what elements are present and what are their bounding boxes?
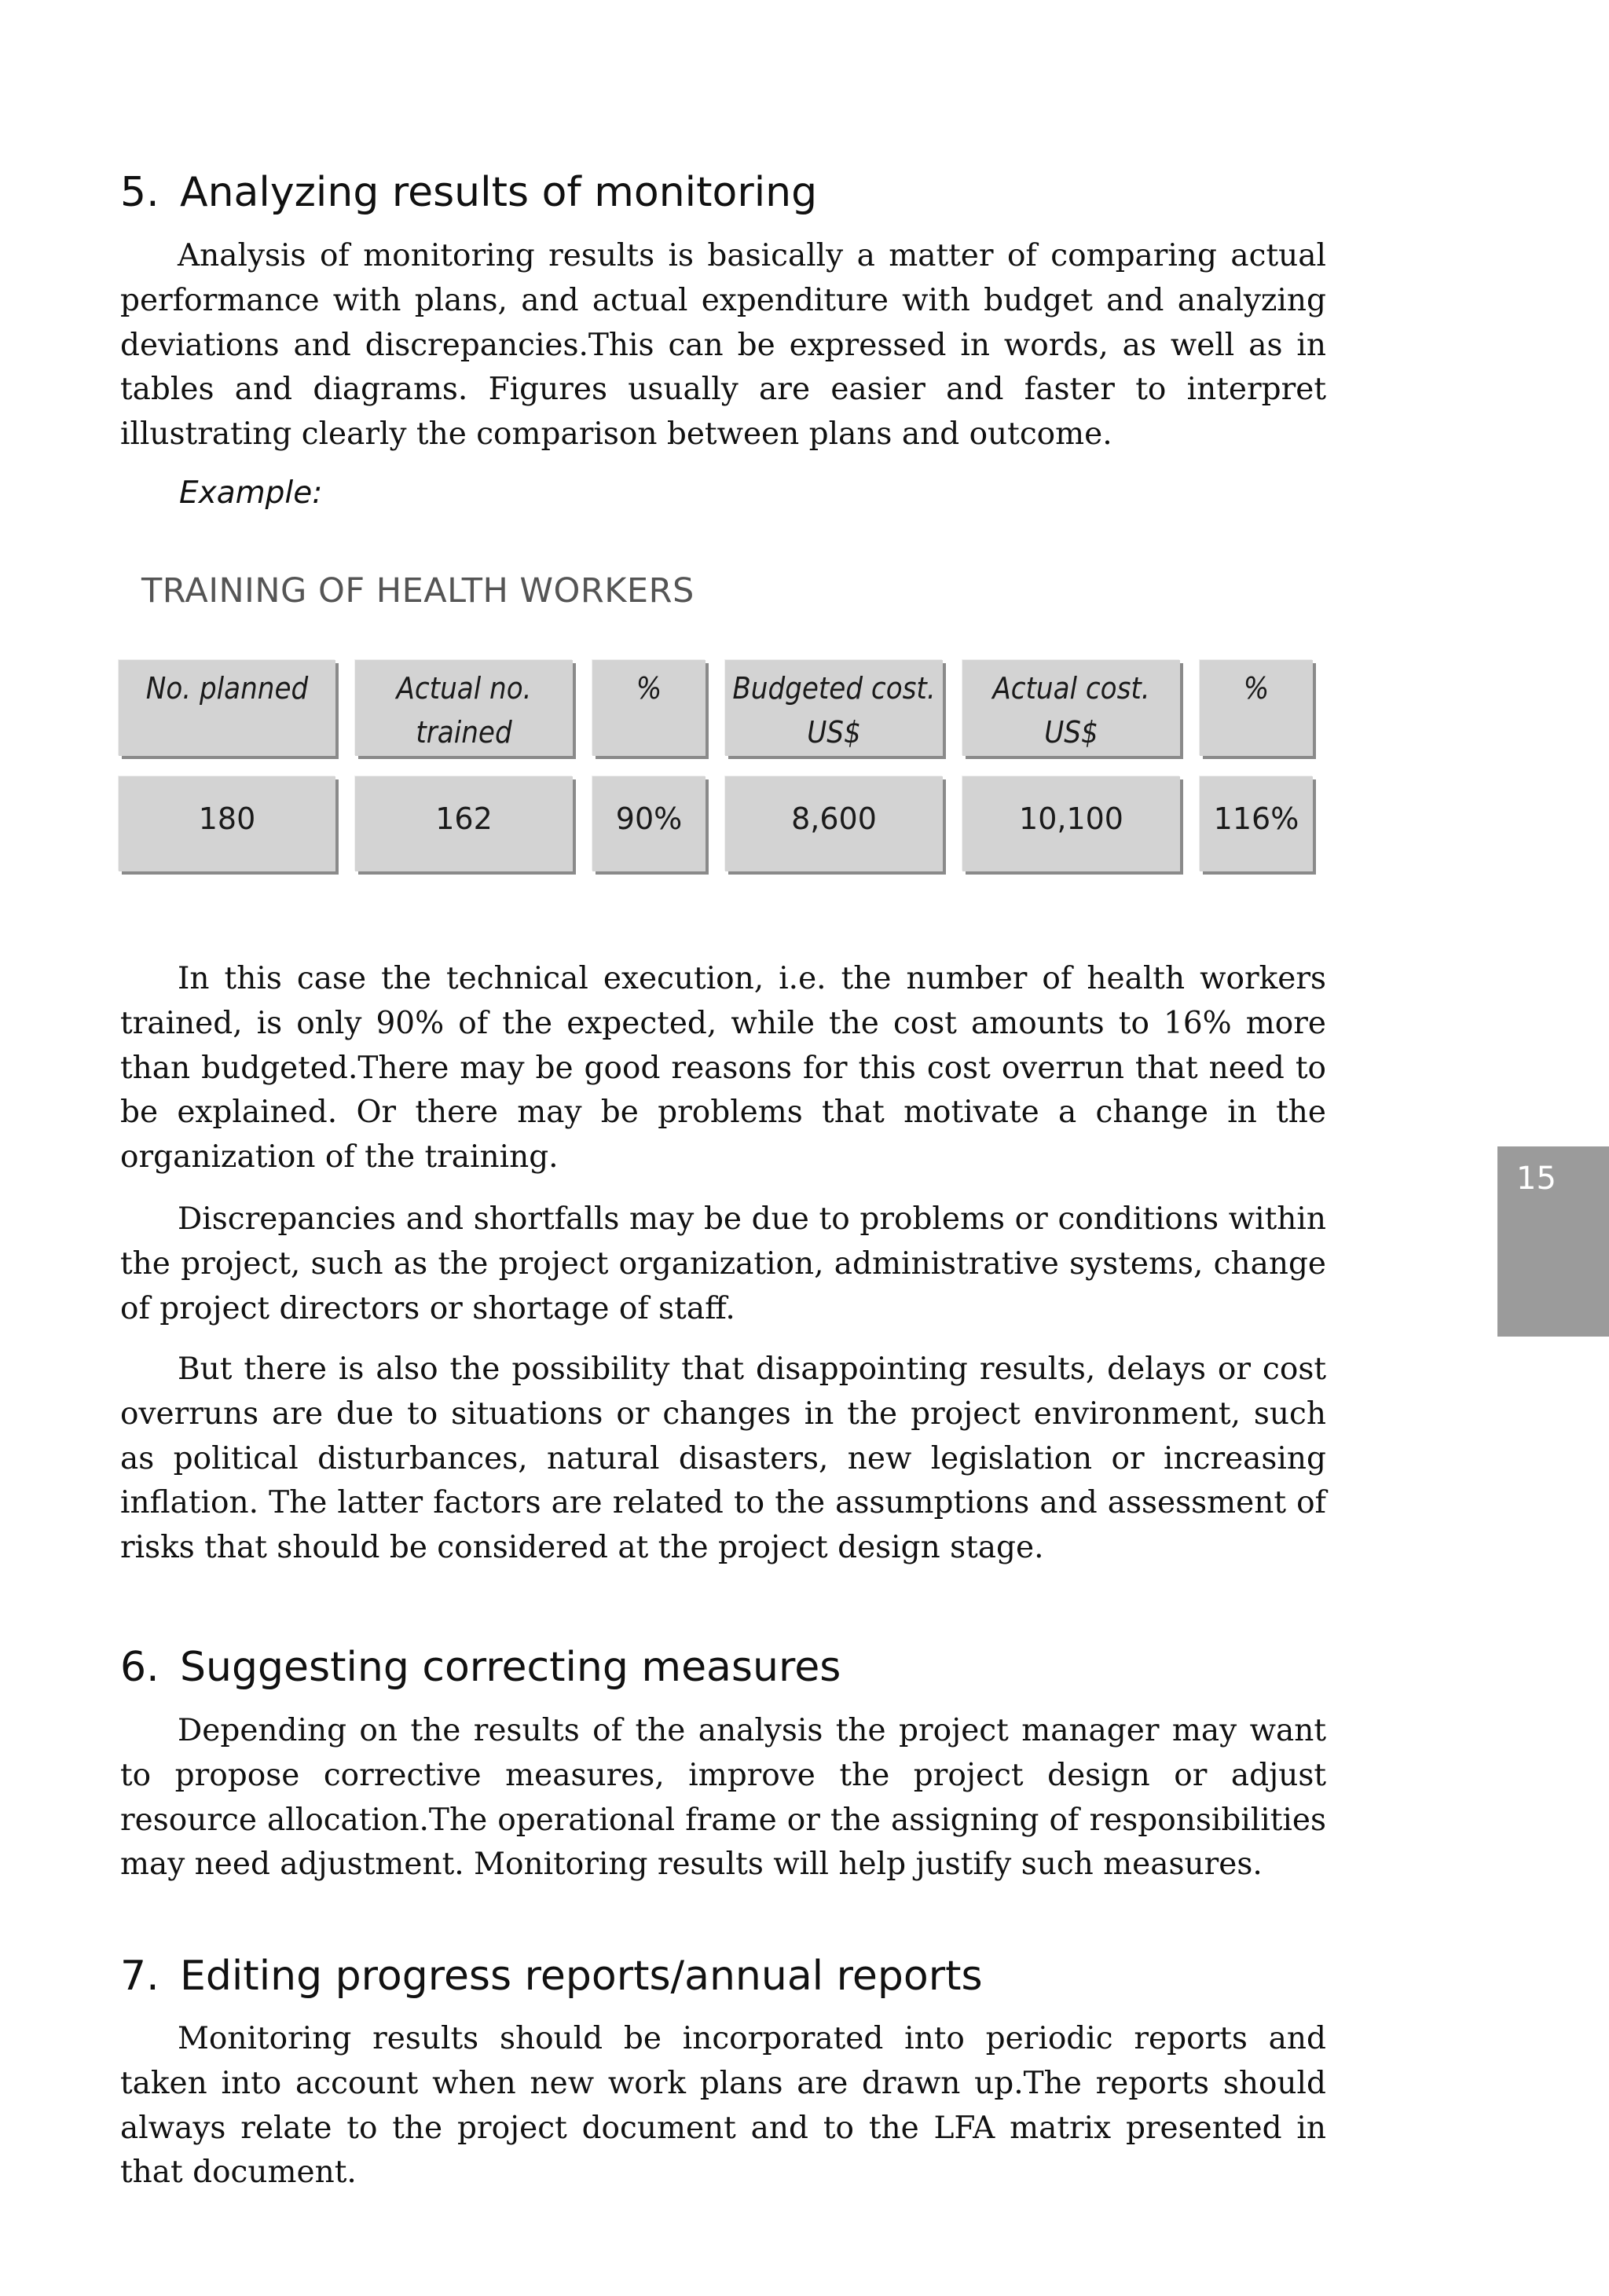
table-title: TRAINING OF HEALTH WORKERS (141, 571, 695, 611)
paragraph-s5-after-table: In this case the technical execution, i.e. the number of health workers trained, is only 90% of the expected, while the cost amounts to 16% more than budgeted.There may be good reasons for this cost overrun that need to be explained. Or there may be problems that motivate a change in the organization of the training. (120, 961, 1326, 1176)
header-line: Actual cost. (992, 671, 1150, 706)
header-line: No. planned (145, 671, 309, 706)
section-title: Suggesting correcting measures (180, 1644, 841, 1691)
chapter-tab (1497, 1146, 1609, 1337)
section-number: 5. (120, 169, 159, 216)
paragraph-s7: Monitoring results should be incorporated into periodic reports and taken into account when new work plans are drawn up.The reports should always relate to the project document and to the LFA matrix presented in that document. (120, 2021, 1326, 2191)
section-number: 6. (120, 1644, 159, 1691)
paragraph-s6: Depending on the results of the analysis the project manager may want to propose corrective measures, improve the project design or adjust resource allocation.The operational frame or the assigning of responsibilities may need adjustment. Monitoring results will help justify such measures. (120, 1713, 1326, 1883)
header-line: Actual no. (396, 671, 532, 706)
header-line: % (636, 671, 662, 706)
chapter-tab-number: 15 (1516, 1161, 1556, 1197)
table-value-cell: 116% (1200, 776, 1313, 871)
section-7-heading (120, 1953, 983, 2000)
table-header-cell (592, 660, 706, 756)
table-value-cell: 90% (592, 776, 706, 871)
table-header-cell (119, 660, 335, 756)
paragraph-s5-external: But there is also the possibility that disappointing results, delays or cost overruns are due to situations or changes in the project environment, such as political disturbances, natural disasters, new legislation or increasing inflation. The latter factors are related to the assumptions and assessment of risks that should be considered at the project design stage. (120, 1352, 1326, 1566)
table-header-cell (725, 660, 943, 756)
table-header-cell (1200, 660, 1313, 756)
table-value-cell: 8,600 (725, 776, 943, 871)
section-title: Analyzing results of monitoring (180, 169, 818, 216)
table-header-cell (355, 660, 573, 756)
example-label: Example: (179, 475, 323, 511)
header-line: US$ (1044, 715, 1098, 750)
section-title: Editing progress reports/annual reports (180, 1953, 983, 2000)
section-number: 7. (120, 1953, 159, 2000)
paragraph-s5-intro: Analysis of monitoring results is basically a matter of comparing actual performance with plans, and actual expenditure with budget and analyzing deviations and discrepancies.This can be expressed in words, as well as in tables and diagrams. Figures usually are easier and faster to interpret illustrating clearly the comparison between plans and outcome. (120, 238, 1326, 453)
header-line: % (1243, 671, 1270, 706)
paragraph-s5-discrepancies: Discrepancies and shortfalls may be due to problems or conditions within the project, such as the project organization, administrative systems, change of project directors or shortage of staff. (120, 1201, 1326, 1326)
table-header-cell (962, 660, 1180, 756)
section-5-heading (120, 169, 817, 216)
section-6-heading (120, 1644, 841, 1691)
header-line: Budgeted cost. (732, 671, 936, 706)
header-line: US$ (807, 715, 861, 750)
table-value-cell: 162 (355, 776, 573, 871)
header-line: trained (416, 715, 512, 750)
table-value-cell: 10,100 (962, 776, 1180, 871)
table-value-cell: 180 (119, 776, 335, 871)
